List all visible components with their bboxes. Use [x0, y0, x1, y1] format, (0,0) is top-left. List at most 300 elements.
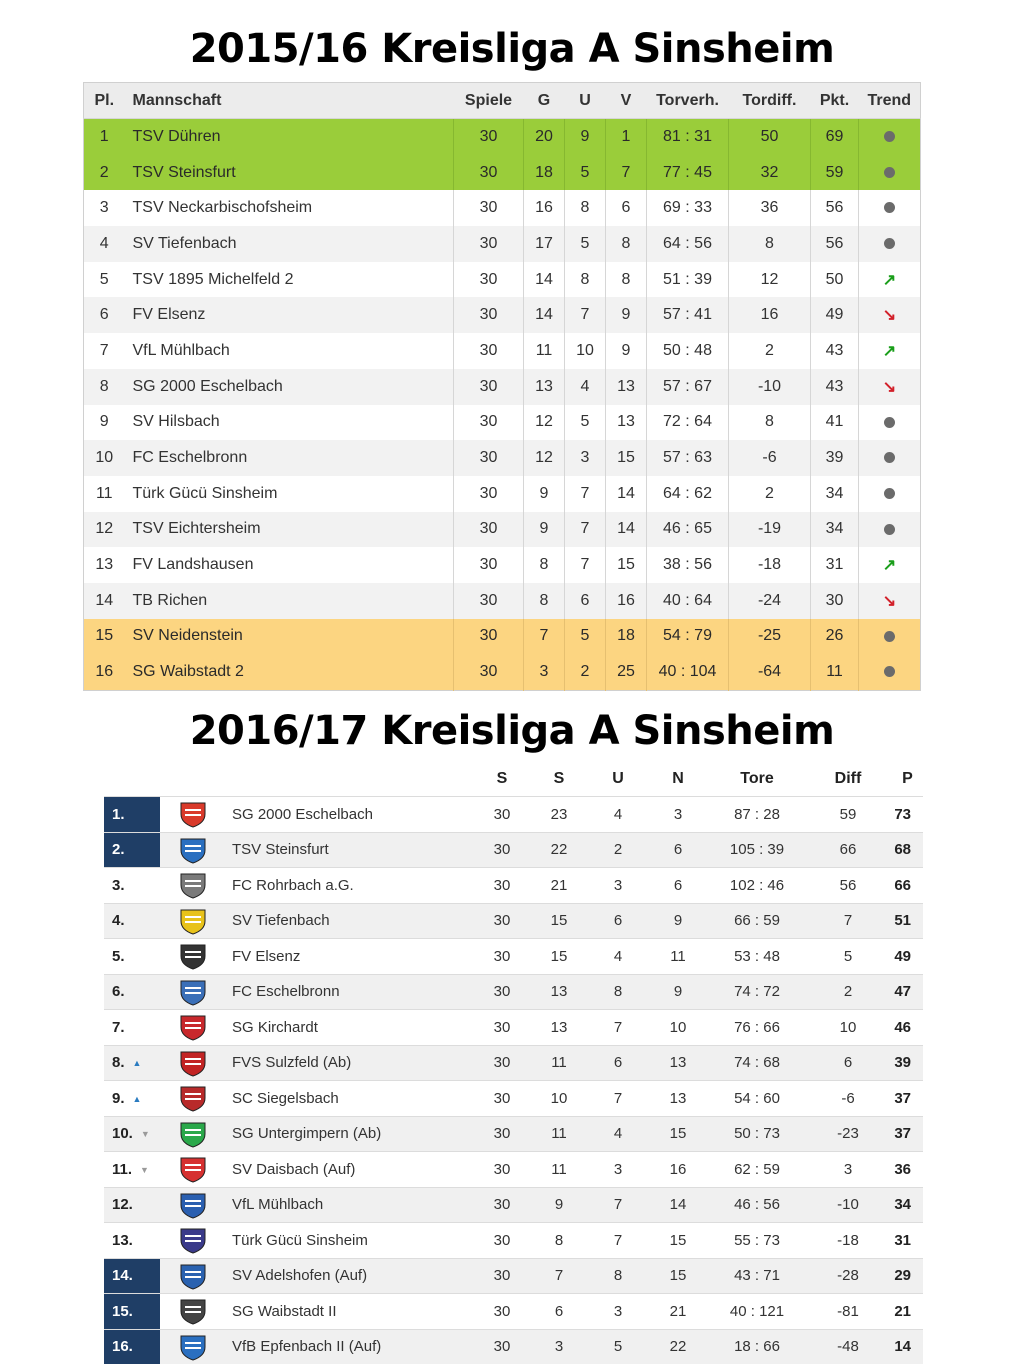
cell-v: 15 — [606, 547, 647, 583]
club-crest-icon — [177, 978, 209, 1006]
cell-trend — [859, 119, 921, 155]
table-header-row — [84, 83, 921, 119]
table-row — [84, 262, 921, 298]
cell-u: 5 — [565, 405, 606, 441]
cell-pkt: 59 — [811, 155, 859, 191]
header-crest — [160, 762, 226, 797]
cell-pkt: 43 — [811, 369, 859, 405]
trend-neutral-dot-icon — [884, 131, 895, 142]
cell-torverh: 40 : 64 — [647, 583, 729, 619]
cell-rank — [104, 939, 160, 975]
header-niederlagen: N — [672, 770, 684, 787]
cell-team: TSV Dühren — [125, 119, 454, 155]
cell-crest — [160, 868, 226, 904]
cell-trend — [859, 440, 921, 476]
trend-neutral-dot-icon — [884, 202, 895, 213]
table-row — [84, 226, 921, 262]
rank-number: 4. — [112, 912, 125, 930]
cell-siege: 22 — [528, 832, 590, 868]
cell-u: 4 — [565, 369, 606, 405]
cell-spiele: 30 — [454, 583, 524, 619]
header-torverh: Torverh. — [647, 83, 729, 119]
club-crest-icon — [177, 1226, 209, 1254]
cell-tordiff: -24 — [729, 583, 811, 619]
cell-niederlagen: 22 — [646, 1329, 710, 1364]
cell-diff: -48 — [804, 1329, 892, 1364]
cell-tordiff: -25 — [729, 619, 811, 655]
cell-trend — [859, 190, 921, 226]
cell-g: 3 — [524, 654, 565, 690]
cell-unentschieden: 4 — [590, 797, 646, 833]
cell-niederlagen: 13 — [646, 1045, 710, 1081]
club-crest-icon — [177, 800, 209, 828]
cell-punkte: 39 — [892, 1045, 923, 1081]
cell-team: SV Adelshofen (Auf) — [226, 1258, 476, 1294]
cell-u: 7 — [565, 547, 606, 583]
cell-spiele: 30 — [454, 654, 524, 690]
table-body — [104, 797, 923, 1365]
club-crest-icon — [177, 836, 209, 864]
cell-spiele: 30 — [476, 832, 528, 868]
cell-punkte: 34 — [892, 1187, 923, 1223]
cell-diff: -10 — [804, 1187, 892, 1223]
cell-team: SG 2000 Eschelbach — [125, 369, 454, 405]
cell-unentschieden: 3 — [590, 1152, 646, 1188]
cell-pkt: 26 — [811, 619, 859, 655]
cell-g: 8 — [524, 547, 565, 583]
cell-torverh: 51 : 39 — [647, 262, 729, 298]
cell-v: 8 — [606, 226, 647, 262]
table-row — [104, 974, 923, 1010]
header-tordiff: Tordiff. — [729, 83, 811, 119]
cell-siege: 15 — [528, 903, 590, 939]
rank-number: 5. — [112, 947, 125, 965]
cell-punkte: 36 — [892, 1152, 923, 1188]
cell-trend — [859, 583, 921, 619]
club-crest-icon — [177, 1262, 209, 1290]
cell-g: 17 — [524, 226, 565, 262]
cell-niederlagen: 21 — [646, 1294, 710, 1330]
cell-u: 7 — [565, 297, 606, 333]
trend-neutral-dot-icon — [884, 666, 895, 677]
table-row — [104, 797, 923, 833]
cell-team: SC Siegelsbach — [226, 1081, 476, 1117]
cell-g: 14 — [524, 262, 565, 298]
table-row — [84, 190, 921, 226]
cell-crest — [160, 832, 226, 868]
cell-tore: 55 : 73 — [710, 1223, 804, 1259]
cell-crest — [160, 1329, 226, 1364]
cell-v: 9 — [606, 297, 647, 333]
cell-siege: 21 — [528, 868, 590, 904]
cell-team: TSV Steinsfurt — [125, 155, 454, 191]
table-row — [104, 939, 923, 975]
cell-v: 18 — [606, 619, 647, 655]
header-rank — [104, 762, 160, 797]
standings-table-2015-16 — [83, 82, 921, 691]
cell-spiele: 30 — [454, 476, 524, 512]
header-diff: Diff — [834, 770, 862, 787]
cell-spiele: 30 — [476, 797, 528, 833]
header-tore: Tore — [740, 770, 774, 787]
club-crest-icon — [177, 871, 209, 899]
cell-rank — [104, 1294, 160, 1330]
cell-unentschieden: 7 — [590, 1223, 646, 1259]
rank-number: 10. — [112, 1125, 133, 1143]
cell-punkte: 73 — [892, 797, 923, 833]
table-row — [84, 512, 921, 548]
cell-team: SV Tiefenbach — [125, 226, 454, 262]
cell-unentschieden: 8 — [590, 974, 646, 1010]
cell-torverh: 38 : 56 — [647, 547, 729, 583]
cell-tore: 53 : 48 — [710, 939, 804, 975]
cell-tordiff: 2 — [729, 333, 811, 369]
cell-tore: 43 : 71 — [710, 1258, 804, 1294]
cell-crest — [160, 1010, 226, 1046]
trend-neutral-dot-icon — [884, 631, 895, 642]
cell-torverh: 64 : 56 — [647, 226, 729, 262]
cell-trend — [859, 654, 921, 690]
trend-neutral-dot-icon — [884, 417, 895, 428]
rank-number: 8. — [112, 1054, 125, 1072]
cell-u: 5 — [565, 619, 606, 655]
cell-u: 5 — [565, 155, 606, 191]
cell-punkte: 37 — [892, 1081, 923, 1117]
table-row — [84, 619, 921, 655]
cell-pkt: 11 — [811, 654, 859, 690]
club-crest-icon — [177, 1013, 209, 1041]
table-row — [104, 832, 923, 868]
trend-neutral-dot-icon — [884, 488, 895, 499]
cell-trend — [859, 155, 921, 191]
header-pl: Pl. — [84, 83, 125, 119]
cell-team: SV Neidenstein — [125, 619, 454, 655]
cell-pl: 5 — [84, 262, 125, 298]
table-row — [84, 440, 921, 476]
rank-number: 11. — [112, 1160, 133, 1178]
trend-neutral-dot-icon — [884, 167, 895, 178]
cell-spiele: 30 — [476, 1294, 528, 1330]
cell-torverh: 54 : 79 — [647, 619, 729, 655]
table-row — [104, 1294, 923, 1330]
cell-tordiff: -6 — [729, 440, 811, 476]
cell-tore: 74 : 72 — [710, 974, 804, 1010]
cell-crest — [160, 1187, 226, 1223]
cell-team: VfL Mühlbach — [226, 1187, 476, 1223]
cell-spiele: 30 — [476, 974, 528, 1010]
cell-v: 14 — [606, 476, 647, 512]
club-crest-icon — [177, 1191, 209, 1219]
rank-number: 16. — [112, 1338, 133, 1356]
cell-pkt: 31 — [811, 547, 859, 583]
cell-rank — [104, 832, 160, 868]
trend-up-arrow-icon: ↗ — [882, 342, 897, 360]
table-body — [84, 119, 921, 691]
cell-team: SG Untergimpern (Ab) — [226, 1116, 476, 1152]
rank-number: 3. — [112, 876, 125, 894]
cell-tore: 66 : 59 — [710, 903, 804, 939]
cell-niederlagen: 15 — [646, 1223, 710, 1259]
cell-rank — [104, 1258, 160, 1294]
cell-spiele: 30 — [454, 226, 524, 262]
cell-team: SG Waibstadt II — [226, 1294, 476, 1330]
cell-pkt: 56 — [811, 226, 859, 262]
cell-punkte: 66 — [892, 868, 923, 904]
cell-tore: 102 : 46 — [710, 868, 804, 904]
cell-tordiff: -64 — [729, 654, 811, 690]
header-team — [226, 762, 476, 797]
cell-u: 7 — [565, 512, 606, 548]
cell-spiele: 30 — [476, 1010, 528, 1046]
cell-crest — [160, 1081, 226, 1117]
header-spiele: S — [496, 770, 508, 787]
cell-rank — [104, 903, 160, 939]
cell-torverh: 72 : 64 — [647, 405, 729, 441]
rank-number: 15. — [112, 1302, 133, 1320]
cell-spiele: 30 — [454, 619, 524, 655]
cell-spiele: 30 — [454, 440, 524, 476]
cell-spiele: 30 — [454, 119, 524, 155]
table-row — [104, 1081, 923, 1117]
cell-crest — [160, 1223, 226, 1259]
cell-diff: -81 — [804, 1294, 892, 1330]
cell-pl: 4 — [84, 226, 125, 262]
header-spiele: Spiele — [454, 83, 524, 119]
cell-tore: 105 : 39 — [710, 832, 804, 868]
rank-number: 13. — [112, 1231, 133, 1249]
cell-spiele: 30 — [476, 1152, 528, 1188]
trend-up-arrow-icon: ↗ — [882, 557, 897, 575]
cell-diff: 56 — [804, 868, 892, 904]
move-up-icon: ▲ — [132, 1058, 142, 1069]
cell-u: 9 — [565, 119, 606, 155]
cell-v: 15 — [606, 440, 647, 476]
cell-diff: 59 — [804, 797, 892, 833]
cell-unentschieden: 4 — [590, 939, 646, 975]
cell-unentschieden: 7 — [590, 1187, 646, 1223]
cell-v: 8 — [606, 262, 647, 298]
cell-siege: 13 — [528, 1010, 590, 1046]
table-row — [84, 119, 921, 155]
cell-pkt: 50 — [811, 262, 859, 298]
cell-unentschieden: 3 — [590, 1294, 646, 1330]
table-row — [104, 1187, 923, 1223]
cell-pl: 13 — [84, 547, 125, 583]
cell-pl: 8 — [84, 369, 125, 405]
cell-trend — [859, 262, 921, 298]
cell-tordiff: 8 — [729, 226, 811, 262]
cell-g: 11 — [524, 333, 565, 369]
cell-rank — [104, 1329, 160, 1364]
cell-spiele: 30 — [476, 1045, 528, 1081]
table-title-2016-17: 2016/17 Kreisliga A Sinsheim — [189, 708, 835, 754]
cell-trend — [859, 297, 921, 333]
table-row — [104, 1152, 923, 1188]
cell-g: 9 — [524, 512, 565, 548]
club-crest-icon — [177, 907, 209, 935]
table-title-2015-16: 2015/16 Kreisliga A Sinsheim — [189, 26, 835, 72]
cell-team: SV Tiefenbach — [226, 903, 476, 939]
table-row — [104, 1045, 923, 1081]
cell-rank — [104, 1116, 160, 1152]
cell-team: FV Elsenz — [226, 939, 476, 975]
cell-u: 8 — [565, 190, 606, 226]
club-crest-icon — [177, 1084, 209, 1112]
trend-down-arrow-icon: ↘ — [882, 592, 897, 610]
cell-torverh: 64 : 62 — [647, 476, 729, 512]
cell-punkte: 68 — [892, 832, 923, 868]
cell-team: FV Landshausen — [125, 547, 454, 583]
cell-crest — [160, 1258, 226, 1294]
cell-team: TSV Eichtersheim — [125, 512, 454, 548]
cell-rank — [104, 1010, 160, 1046]
cell-spiele: 30 — [476, 1116, 528, 1152]
cell-pl: 9 — [84, 405, 125, 441]
table-row — [104, 1116, 923, 1152]
cell-diff: 2 — [804, 974, 892, 1010]
cell-team: VfB Epfenbach II (Auf) — [226, 1329, 476, 1364]
cell-tordiff: 12 — [729, 262, 811, 298]
cell-tore: 76 : 66 — [710, 1010, 804, 1046]
cell-team: TSV Neckarbischofsheim — [125, 190, 454, 226]
cell-punkte: 29 — [892, 1258, 923, 1294]
cell-siege: 6 — [528, 1294, 590, 1330]
cell-tordiff: -10 — [729, 369, 811, 405]
cell-trend — [859, 547, 921, 583]
cell-v: 14 — [606, 512, 647, 548]
cell-pkt: 34 — [811, 512, 859, 548]
cell-tordiff: 32 — [729, 155, 811, 191]
cell-tore: 18 : 66 — [710, 1329, 804, 1364]
cell-pl: 14 — [84, 583, 125, 619]
trend-neutral-dot-icon — [884, 524, 895, 535]
cell-diff: 3 — [804, 1152, 892, 1188]
table-row — [104, 1010, 923, 1046]
club-crest-icon — [177, 1333, 209, 1361]
cell-u: 5 — [565, 226, 606, 262]
cell-niederlagen: 11 — [646, 939, 710, 975]
cell-spiele: 30 — [454, 297, 524, 333]
cell-team: SG Waibstadt 2 — [125, 654, 454, 690]
cell-team: SG Kirchardt — [226, 1010, 476, 1046]
cell-u: 10 — [565, 333, 606, 369]
cell-unentschieden: 4 — [590, 1116, 646, 1152]
cell-v: 13 — [606, 405, 647, 441]
cell-siege: 7 — [528, 1258, 590, 1294]
rank-number: 7. — [112, 1018, 125, 1036]
cell-team: TB Richen — [125, 583, 454, 619]
cell-siege: 3 — [528, 1329, 590, 1364]
table-row — [104, 1329, 923, 1364]
cell-niederlagen: 10 — [646, 1010, 710, 1046]
cell-niederlagen: 16 — [646, 1152, 710, 1188]
cell-unentschieden: 7 — [590, 1010, 646, 1046]
cell-team: FC Rohrbach a.G. — [226, 868, 476, 904]
cell-pkt: 43 — [811, 333, 859, 369]
cell-g: 9 — [524, 476, 565, 512]
cell-team: FC Eschelbronn — [226, 974, 476, 1010]
cell-torverh: 69 : 33 — [647, 190, 729, 226]
trend-down-arrow-icon: ↘ — [882, 307, 897, 325]
trend-neutral-dot-icon — [884, 238, 895, 249]
cell-spiele: 30 — [476, 939, 528, 975]
cell-v: 9 — [606, 333, 647, 369]
cell-punkte: 21 — [892, 1294, 923, 1330]
cell-siege: 15 — [528, 939, 590, 975]
cell-g: 20 — [524, 119, 565, 155]
cell-v: 1 — [606, 119, 647, 155]
cell-crest — [160, 1116, 226, 1152]
cell-siege: 23 — [528, 797, 590, 833]
trend-up-arrow-icon: ↗ — [882, 271, 897, 289]
cell-crest — [160, 797, 226, 833]
cell-pl: 1 — [84, 119, 125, 155]
cell-tore: 62 : 59 — [710, 1152, 804, 1188]
cell-rank — [104, 797, 160, 833]
cell-v: 7 — [606, 155, 647, 191]
club-crest-icon — [177, 1297, 209, 1325]
table-header-row — [104, 762, 923, 797]
table-row — [84, 333, 921, 369]
cell-pl: 7 — [84, 333, 125, 369]
cell-v: 6 — [606, 190, 647, 226]
header-g: G — [524, 83, 565, 119]
cell-trend — [859, 226, 921, 262]
cell-team: TSV 1895 Michelfeld 2 — [125, 262, 454, 298]
cell-punkte: 14 — [892, 1329, 923, 1364]
cell-tore: 74 : 68 — [710, 1045, 804, 1081]
rank-number: 2. — [112, 841, 125, 859]
table-row — [84, 547, 921, 583]
cell-diff: -18 — [804, 1223, 892, 1259]
club-crest-icon — [177, 942, 209, 970]
cell-spiele: 30 — [476, 903, 528, 939]
cell-team: FC Eschelbronn — [125, 440, 454, 476]
cell-rank — [104, 1152, 160, 1188]
cell-niederlagen: 15 — [646, 1116, 710, 1152]
cell-torverh: 77 : 45 — [647, 155, 729, 191]
cell-pkt: 56 — [811, 190, 859, 226]
move-down-icon: ▼ — [140, 1164, 149, 1175]
cell-rank — [104, 1187, 160, 1223]
standings-table-2016-17 — [104, 762, 923, 1364]
cell-team: TSV Steinsfurt — [226, 832, 476, 868]
cell-diff: 66 — [804, 832, 892, 868]
cell-tore: 50 : 73 — [710, 1116, 804, 1152]
club-crest-icon — [177, 1155, 209, 1183]
cell-unentschieden: 6 — [590, 1045, 646, 1081]
cell-niederlagen: 15 — [646, 1258, 710, 1294]
cell-spiele: 30 — [476, 1329, 528, 1364]
cell-siege: 8 — [528, 1223, 590, 1259]
cell-crest — [160, 974, 226, 1010]
cell-diff: -6 — [804, 1081, 892, 1117]
move-down-icon: ▼ — [140, 1129, 150, 1140]
table-row — [84, 369, 921, 405]
club-crest-icon — [177, 1120, 209, 1148]
cell-g: 12 — [524, 405, 565, 441]
cell-niederlagen: 9 — [646, 974, 710, 1010]
cell-tordiff: -19 — [729, 512, 811, 548]
cell-u: 8 — [565, 262, 606, 298]
cell-crest — [160, 903, 226, 939]
cell-trend — [859, 476, 921, 512]
header-siege: S — [553, 770, 565, 787]
cell-spiele: 30 — [476, 1187, 528, 1223]
cell-g: 8 — [524, 583, 565, 619]
cell-torverh: 40 : 104 — [647, 654, 729, 690]
cell-g: 13 — [524, 369, 565, 405]
